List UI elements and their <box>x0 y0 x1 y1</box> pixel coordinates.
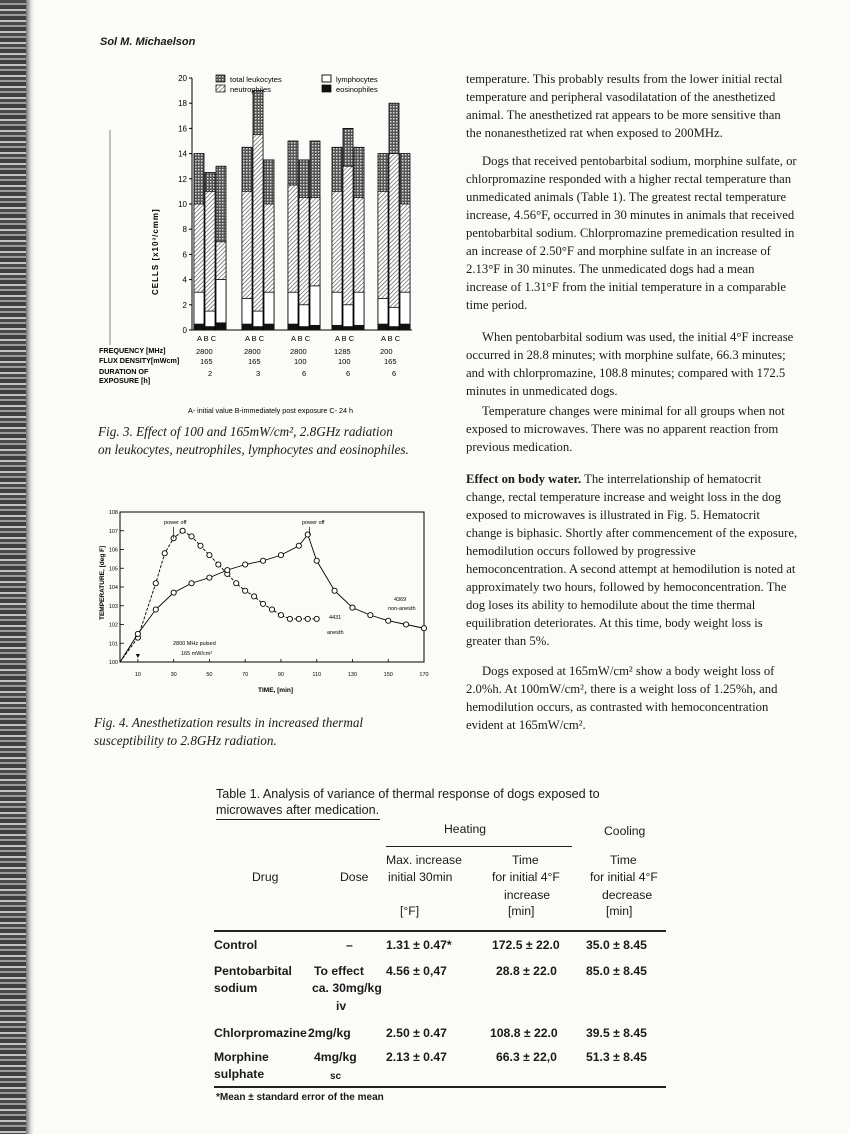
cell-drug: Chlorpromazine <box>214 1026 307 1040</box>
figure-3-bar-chart <box>96 70 426 420</box>
title-underline <box>216 819 380 820</box>
bar-eosinophiles <box>253 326 263 330</box>
paragraph-6: Dogs exposed at 165mW/cm² show a body weight loss of 2.0%h. At 100mW/cm², there is a weight loss of 1.25%h, and hemodilution occurs, as contrasted with hemoconcentration evident at 165mW/cm². <box>466 664 778 732</box>
point-4369 <box>404 622 409 627</box>
book-binding-edge <box>0 0 26 1134</box>
table-1-title <box>216 786 636 818</box>
point-4369 <box>189 581 194 586</box>
legend-neutrophiles: neutrophiles <box>230 85 271 94</box>
legend-eosinophiles: eosinophiles <box>336 85 378 94</box>
point-4369 <box>278 553 283 558</box>
fig3-caption-line2: on leukocytes, neutrophiles, lymphocytes and eosinophiles. <box>98 442 409 457</box>
frequency-value: 2800 <box>196 347 213 356</box>
cell-dose-route: iv <box>336 999 347 1013</box>
bar-eosinophiles <box>242 324 252 330</box>
bottom-rule <box>214 1086 666 1088</box>
cell-dec: 39.5 ± 8.45 <box>586 1026 647 1040</box>
cell-max: 4.56 ± 0,47 <box>386 964 447 978</box>
point-4369 <box>314 558 319 563</box>
fig4-x-tick-label: 30 <box>170 672 177 678</box>
fig3-y-tick-label: 10 <box>178 200 187 209</box>
cell-max: 2.50 ± 0.47 <box>386 1026 447 1040</box>
cooling-group-header: Cooling <box>604 824 646 838</box>
col-max-3: [°F] <box>400 904 420 918</box>
point-4431 <box>162 551 167 556</box>
label-4369: 4369 <box>394 597 407 603</box>
bar-eosinophiles <box>354 325 364 330</box>
paragraph-5-text: The interrelationship of hematocrit change, rectal temperature increase and weight loss in the dog exposed to microwaves is illustrated in Fig. 5. Hematocrit change is biphasic. Shortly after commencement of the exposure, hemodilution occurs followed by progressive hemoconcentration. A second attempt at hemodilution is noted at approximately two hours, followed by hemoconcentration. The dog loses its ability to hemodilute about the time thermal equilibration deteriorates. At this time, body weight loss is greater than 5%. <box>466 472 798 648</box>
col-inc-4: [min] <box>508 904 535 918</box>
group-abc-label: A B C <box>197 334 217 343</box>
bar-eosinophiles <box>400 324 410 330</box>
fig3-y-tick-label: 4 <box>182 275 187 285</box>
fig4-y-tick-label: 106 <box>108 547 118 554</box>
bar-lymphocytes <box>354 292 364 330</box>
point-4431 <box>269 607 274 612</box>
col-dec-1: Time <box>610 853 637 867</box>
flux-value: 165 <box>200 357 213 366</box>
frequency-value: 200 <box>380 347 393 356</box>
label-non-anesth: non-anesth <box>388 606 416 612</box>
fig3-y-tick-label: 2 <box>182 300 187 310</box>
point-4431 <box>207 553 212 558</box>
point-4431 <box>198 543 203 548</box>
cell-dose: 4mg/kg <box>314 1050 357 1064</box>
fig3-y-tick-label: 6 <box>182 250 187 260</box>
fig3-y-tick-label: 18 <box>178 99 187 109</box>
legend-swatch-eosinophiles <box>322 85 331 92</box>
point-4431 <box>314 616 319 621</box>
fig3-y-tick-label: 14 <box>178 149 187 159</box>
table-footnote: *Mean ± standard error of the mean <box>216 1092 384 1103</box>
group-abc-label: A B C <box>245 334 265 343</box>
flux-value: 165 <box>248 357 261 366</box>
point-4369 <box>243 562 248 567</box>
paragraph-4: Temperature changes were minimal for all groups when not exposed to microwaves. There was no apparent reaction from previous medication. <box>466 404 785 454</box>
point-4431 <box>153 581 158 586</box>
cell-dose-route: sc <box>330 1071 342 1082</box>
bar-neutrophiles <box>205 191 215 330</box>
paragraph-1: temperature. This probably results from the lower initial rectal temperature and peripheral vasodilatation of the anesthetized animal. The anesthetized rat appears to be more sensitive than the nonanesthetized rat when exposed to 200MHz. <box>466 72 783 140</box>
fig4-caption <box>94 714 363 750</box>
fig4-y-tick-label: 104 <box>108 585 118 591</box>
fig4-y-tick-label: 100 <box>108 660 118 666</box>
figure-4-line-chart <box>92 500 432 700</box>
fig4-y-tick-label: 107 <box>108 528 118 535</box>
bar-eosinophiles <box>264 324 274 330</box>
fig3-y-tick-label: 16 <box>178 124 187 134</box>
cell-drug-cont: sodium <box>214 981 258 995</box>
point-4431 <box>216 562 221 567</box>
cell-max: 2.13 ± 0.47 <box>386 1050 447 1064</box>
flux-value: 100 <box>338 357 351 366</box>
frequency-value: 2800 <box>244 347 261 356</box>
start-marker <box>136 654 140 658</box>
col-inc-2: for initial 4°F <box>492 870 560 884</box>
bar-eosinophiles <box>216 322 226 330</box>
row-label-exposure: EXPOSURE [h] <box>99 376 151 385</box>
paragraph-5 <box>466 470 798 650</box>
point-4431 <box>243 588 248 593</box>
legend-lymphocytes: lymphocytes <box>336 75 378 84</box>
point-4369 <box>135 631 140 636</box>
point-4369 <box>386 618 391 623</box>
fig3-y-tick-label: 0 <box>182 326 187 335</box>
duration-value: 6 <box>302 369 307 378</box>
duration-value: 6 <box>346 369 351 378</box>
fig4-y-tick-label: 105 <box>108 566 118 573</box>
header-rule <box>214 930 666 932</box>
bar-eosinophiles <box>299 326 309 330</box>
point-4431 <box>252 594 257 599</box>
point-4369 <box>171 590 176 595</box>
duration-value: 2 <box>208 369 213 378</box>
fig4-y-tick-label: 103 <box>108 603 118 610</box>
legend-swatch-lymphocytes <box>322 75 331 82</box>
col-dec-3: decrease <box>602 888 653 902</box>
fig4-x-tick-label: 90 <box>277 672 285 678</box>
flux-value: 100 <box>294 357 307 366</box>
point-4431 <box>180 528 185 533</box>
section-heading-body-water: Effect on body water. <box>466 472 582 486</box>
cell-inc: 28.8 ± 22.0 <box>496 964 557 978</box>
fig4-x-tick-label: 130 <box>347 672 358 678</box>
row-label-flux: FLUX DENSITY[mWcm] <box>99 356 180 365</box>
label-anesth: anesth <box>327 630 344 636</box>
bar-eosinophiles <box>205 326 215 330</box>
fig4-frame <box>120 512 424 662</box>
fig3-y-tick-label: 8 <box>182 225 187 235</box>
cell-inc: 172.5 ± 22.0 <box>492 938 560 952</box>
point-4431 <box>234 581 239 586</box>
series-4431-anesth-line <box>120 531 317 662</box>
point-4431 <box>260 601 265 606</box>
bar-eosinophiles <box>332 325 342 330</box>
row-label-duration: DURATION OF <box>99 367 149 376</box>
power-off-label-1: power off <box>164 520 187 526</box>
point-4431 <box>287 616 292 621</box>
cell-inc: 66.3 ± 22,0 <box>496 1050 557 1064</box>
cell-dec: 51.3 ± 8.45 <box>586 1050 647 1064</box>
legend-swatch-total-leukocytes <box>216 75 225 82</box>
table-title-line2: microwaves after medication. <box>216 803 380 817</box>
cell-dec: 35.0 ± 8.45 <box>586 938 647 952</box>
flux-value: 165 <box>384 357 397 366</box>
cell-inc: 108.8 ± 22.0 <box>490 1026 558 1040</box>
point-4369 <box>153 607 158 612</box>
fig4-x-tick-label: 50 <box>206 672 213 678</box>
fig3-caption <box>98 423 409 459</box>
cell-dose: 2mg/kg <box>308 1026 351 1040</box>
col-inc-3: increase <box>504 888 551 902</box>
running-head: Sol M. Michaelson <box>100 36 196 48</box>
row-label-frequency: FREQUENCY [MHz] <box>99 346 166 355</box>
point-4369 <box>260 558 265 563</box>
frequency-value: 1285 <box>334 347 351 356</box>
fig3-y-tick-label: 12 <box>178 174 187 184</box>
binding-shadow <box>26 0 34 1134</box>
power-off-label-2: power off <box>302 520 325 526</box>
density-label: 165 mW/cm² <box>181 651 213 657</box>
cell-dec: 85.0 ± 8.45 <box>586 964 647 978</box>
cell-drug: Control <box>214 938 258 952</box>
point-4369 <box>350 605 355 610</box>
fig4-y-axis-label: TEMPERATURE, [deg F] <box>99 545 106 620</box>
heading-group-header: Heating <box>444 822 487 836</box>
fig4-y-tick-label: 108 <box>108 510 118 516</box>
point-4431 <box>189 534 194 539</box>
bar-eosinophiles <box>343 326 353 330</box>
cell-drug-cont: sulphate <box>214 1067 265 1081</box>
point-4369 <box>207 575 212 580</box>
fig3-y-axis-label: CELLS [x10³/cmm] <box>151 208 160 295</box>
group-abc-label: A B C <box>381 334 401 343</box>
fig3-key: A- initial value B-immediately post exposure C- 24 h <box>188 406 353 415</box>
bar-eosinophiles <box>288 324 298 330</box>
point-4431 <box>278 613 283 618</box>
cell-dose-cont: ca. 30mg/kg <box>312 981 382 995</box>
fig3-caption-line1: Fig. 3. Effect of 100 and 165mW/cm², 2.8GHz radiation <box>98 424 393 439</box>
col-inc-1: Time <box>512 853 539 867</box>
point-4431 <box>296 616 301 621</box>
col-drug: Drug <box>252 870 279 884</box>
fig4-x-tick-label: 170 <box>419 672 429 678</box>
point-4369 <box>296 543 301 548</box>
fig4-x-axis-label: TIME, [min] <box>258 687 294 694</box>
point-4369 <box>421 626 426 631</box>
pulsed-label: 2800 MHz pulsed <box>173 641 216 647</box>
duration-value: 3 <box>256 369 261 378</box>
point-4369 <box>332 588 337 593</box>
legend-swatch-neutrophiles <box>216 85 225 92</box>
col-max-1: Max. increase <box>386 853 462 867</box>
bar-eosinophiles <box>378 324 388 330</box>
group-abc-label: A B C <box>335 334 355 343</box>
bar-neutrophiles <box>253 135 263 330</box>
col-dec-2: for initial 4°F <box>590 870 658 884</box>
fig4-caption-line2: susceptibility to 2.8GHz radiation. <box>94 733 277 748</box>
col-dose: Dose <box>340 870 369 884</box>
fig4-x-tick-label: 10 <box>134 672 141 678</box>
paragraph-2: Dogs that received pentobarbital sodium, morphine sulfate, or chlorpromazine responded with a higher rectal temperature than unmedicated animals (Table 1). The greatest rectal temperature increase, 4.56°F, occurred in 30 minutes in animals that received pentobarbital sodium. Chlorpromazine premedication resulted in an increase of 2.50°F and morphine sulfate in an increase of 2.13°F in 30 minutes. The unmedicated dogs had a mean increase of 1.31°F from the initial temperature in a comparable time period. <box>466 154 797 312</box>
body-column <box>466 70 798 734</box>
label-4431: 4431 <box>329 615 342 621</box>
cell-drug: Morphine <box>214 1050 269 1064</box>
heating-rule <box>386 846 572 847</box>
col-dec-4: [min] <box>606 904 633 918</box>
fig4-x-tick-label: 70 <box>242 672 249 678</box>
group-abc-label: A B C <box>291 334 311 343</box>
cell-dose: – <box>346 938 353 952</box>
cell-max: 1.31 ± 0.47* <box>386 938 452 952</box>
legend-total-leukocytes: total leukocytes <box>230 75 282 84</box>
fig4-caption-line1: Fig. 4. Anesthetization results in increased thermal <box>94 715 364 730</box>
table-title-line1: Table 1. Analysis of variance of thermal response of dogs exposed to <box>216 787 600 801</box>
frequency-value: 2800 <box>290 347 307 356</box>
cell-drug: Pentobarbital <box>214 964 292 978</box>
bar-eosinophiles <box>194 324 204 330</box>
fig4-y-tick-label: 101 <box>108 641 118 648</box>
col-max-2: initial 30min <box>388 870 453 884</box>
point-4369 <box>368 613 373 618</box>
paragraph-3: When pentobarbital sodium was used, the initial 4°F increase occurred in 28.8 minutes; with morphine sulfate, 66.3 minutes; and with chlorpromazine, 108.8 minutes; compared with 172.5 minutes in unmedicated dogs. <box>466 330 794 398</box>
duration-value: 6 <box>392 369 397 378</box>
fig4-y-tick-label: 102 <box>108 622 118 629</box>
bar-lymphocytes <box>310 286 320 330</box>
bar-lymphocytes <box>332 292 342 330</box>
point-4431 <box>305 616 310 621</box>
fig3-y-tick-label: 20 <box>178 74 187 83</box>
cell-dose: To effect <box>314 964 364 978</box>
bar-eosinophiles <box>310 325 320 330</box>
fig4-x-tick-label: 150 <box>383 672 393 678</box>
bar-neutrophiles <box>389 154 399 330</box>
fig4-x-tick-label: 110 <box>312 672 322 678</box>
point-4369 <box>225 568 230 573</box>
bar-eosinophiles <box>389 326 399 330</box>
